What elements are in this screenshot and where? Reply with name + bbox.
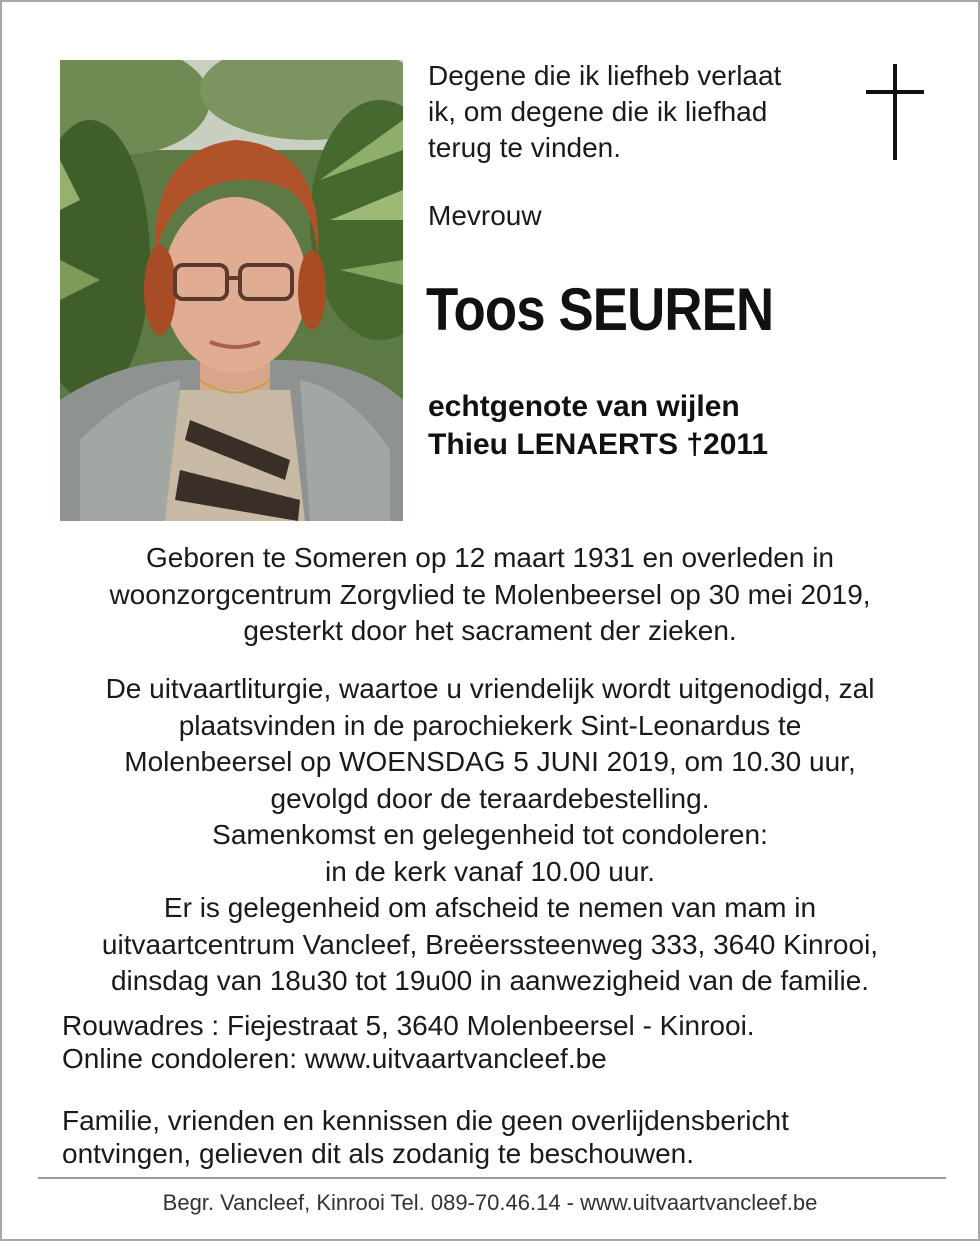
funeral-line: uitvaartcentrum Vancleef, Breëerssteenweg 333, 3640 Kinrooi,: [101, 928, 879, 960]
verse: [428, 58, 848, 166]
spouse-line: echtgenote van wijlen: [428, 390, 740, 423]
funeral-line: De uitvaartliturgie, waartoe u vriendelijk wordt uitgenodigd, zal: [105, 673, 875, 704]
cross-icon: [866, 64, 924, 160]
funeral-line: Molenbeersel op WOENSDAG 5 JUNI 2019, om 10.30 uur,: [124, 746, 856, 777]
verse-line: ik, om degene die ik liefhad: [428, 96, 768, 127]
verse-line: Degene die ik liefheb verlaat: [428, 60, 782, 91]
spouse-line: Thieu LENAERTS †2011: [428, 428, 769, 461]
funeral-line: in de kerk vanaf 10.00 uur.: [325, 855, 655, 887]
condolence-link: Online condoleren: www.uitvaartvancleef.be: [62, 1043, 607, 1074]
birth-paragraph: [42, 540, 938, 650]
birth-line: woonzorgcentrum Zorgvlied te Molenbeersel op 30 mei 2019,: [109, 578, 871, 610]
portrait-photo: [60, 60, 403, 521]
salutation: Mevrouw: [428, 200, 542, 231]
family-line: ontvingen, gelieven dit als zodanig te beschouwen.: [62, 1138, 694, 1169]
funeral-line: Samenkomst en gelegenheid tot condoleren:: [212, 819, 768, 850]
deceased-name: Toos SEUREN: [426, 276, 774, 343]
birth-line: Geboren te Someren op 12 maart 1931 en overleden in: [145, 542, 834, 573]
funeral-line: Er is gelegenheid om afscheid te nemen van mam in: [163, 892, 817, 923]
footer-credit: Begr. Vancleef, Kinrooi Tel. 089-70.46.14 - www.uitvaartvancleef.be: [162, 1190, 818, 1215]
verse-line: terug te vinden.: [428, 132, 622, 163]
funeral-line: dinsdag van 18u30 tot 19u00 in aanwezigheid van de familie.: [110, 965, 870, 996]
footer-divider: [38, 1177, 946, 1179]
family-line: Familie, vrienden en kennissen die geen overlijdensbericht: [62, 1105, 789, 1136]
birth-line: gesterkt door het sacrament der zieken.: [243, 615, 737, 646]
funeral-line: gevolgd door de teraardebestelling.: [270, 782, 710, 814]
spouse-info: [428, 388, 768, 464]
address-line: Rouwadres : Fiejestraat 5, 3640 Molenbeersel - Kinrooi.: [62, 1010, 755, 1041]
address-block: [62, 1009, 755, 1075]
family-notice: [62, 1104, 789, 1170]
funeral-line: plaatsvinden in de parochiekerk Sint-Leonardus te: [178, 709, 802, 741]
funeral-paragraph: [42, 671, 938, 1000]
